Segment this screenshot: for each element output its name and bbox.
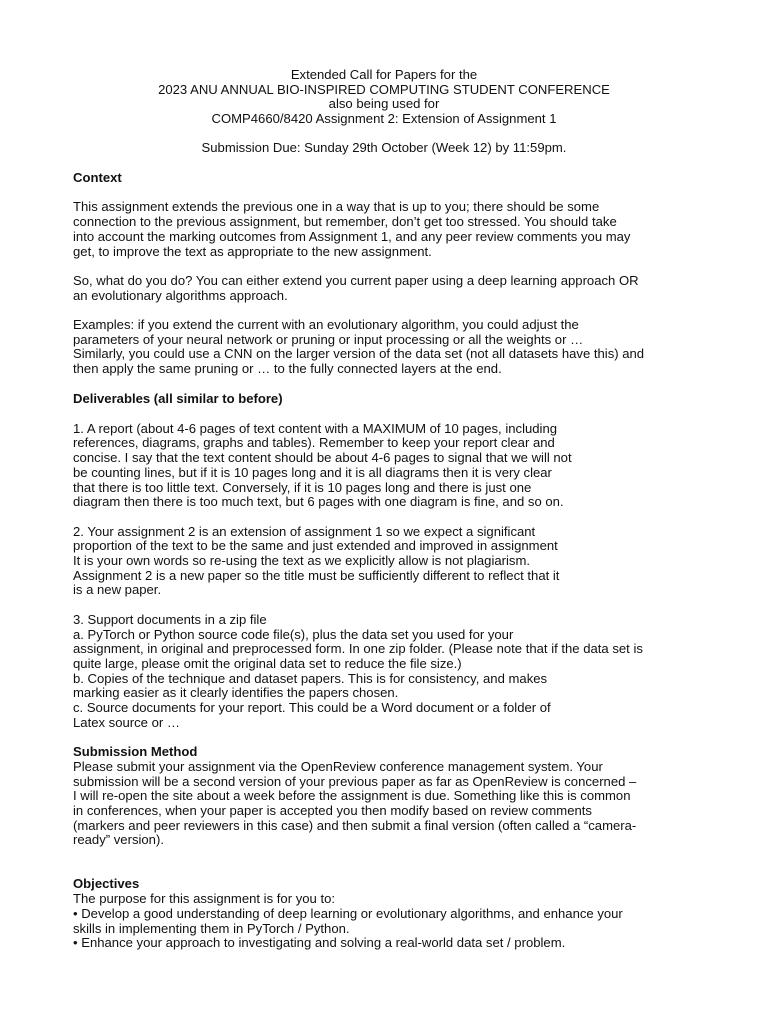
deliverable-item-1: 1. A report (about 4-6 pages of text content with a MAXIMUM of 10 pages, including references, diagrams, graphs and tables). Remember to keep your report clear and concise. I say that the text content should be about 4-6 pages to signal that we will not be counting lines, but if it is 10 pages long and it is all diagrams then it is very clear that there is too little text. Conversely, if it is 10 pages long and there is just one diagram then there is too much text, but 6 pages with one diagram is fine, and so on. <box>73 420 572 510</box>
deliverables-heading: Deliverables (all similar to before) <box>73 391 283 407</box>
assignment-title: COMP4660/8420 Assignment 2: Extension of Assignment 1 <box>211 111 557 127</box>
document-header <box>0 68 768 156</box>
conference-title: 2023 ANU ANNUAL BIO-INSPIRED COMPUTING STUDENT CONFERENCE <box>158 81 610 97</box>
header-line-3: also being used for <box>328 96 440 112</box>
context-paragraph-1: This assignment extends the previous one in a way that is up to you; there should be some connection to the previous assignment, but remember, don’t get too stressed. You should take into account the marking outcomes from Assignment 1, and any peer review comments you may get, to improve the text as appropriate to the new assignment. <box>73 199 631 259</box>
context-paragraph-3: Examples: if you extend the current with an evolutionary algorithm, you could adjust the parameters of your neural network or pruning or input processing or all the weights or … Similarly, you could use a CNN on the larger version of the data set (not all datasets have this) and then apply the same pruning or … to the fully connected layers at the end. <box>73 316 645 377</box>
objectives-heading: Objectives <box>73 876 140 892</box>
context-heading: Context <box>73 170 122 185</box>
objectives-paragraph: The purpose for this assignment is for you to: • Develop a good understanding of deep learning or evolutionary algorithms, and enhance your skills in implementing them in PyTorch / Python. • Enhance your approach to investigating and solving a real-world data set / problem. <box>73 891 623 951</box>
submission-method-paragraph: Please submit your assignment via the OpenReview conference management system. Your submission will be a second version of your previous paper as far as OpenReview is concerned – I will re-open the site about a week before the assignment is due. Something like this is common in conferences, when your paper is accepted you then modify based on review comments (markers and peer reviewers in this case) and then submit a final version (often called a “camera- ready” version). <box>73 758 637 848</box>
submission-due: Submission Due: Sunday 29th October (Week 12) by 11:59pm. <box>201 139 567 155</box>
header-line-1: Extended Call for Papers for the <box>290 67 478 82</box>
document-body <box>73 171 703 951</box>
deliverable-item-3: 3. Support documents in a zip file a. PyTorch or Python source code file(s), plus the data set you used for your assignment, in original and preprocessed form. In one zip folder. (Please note that if the data set is quite large, please omit the original data set to reduce the file size.) b. Copies of the technique and dataset papers. This is for consistency, and makes marking easier as it clearly identifies the papers chosen. c. Source documents for your report. This could be a Word document or a folder of Latex source or … <box>73 611 643 730</box>
deliverable-item-2: 2. Your assignment 2 is an extension of assignment 1 so we expect a significant proportion of the text to be the same and just extended and improved in assignment It is your own words so re-using the text as we explicitly allow is not plagiarism. Assignment 2 is a new paper so the title must be sufficiently different to reflect that it is a new paper. <box>73 523 560 598</box>
submission-method-heading: Submission Method <box>73 744 198 760</box>
context-paragraph-2: So, what do you do? You can either extend you current paper using a deep learning approach OR an evolutionary algorithms approach. <box>73 272 639 303</box>
